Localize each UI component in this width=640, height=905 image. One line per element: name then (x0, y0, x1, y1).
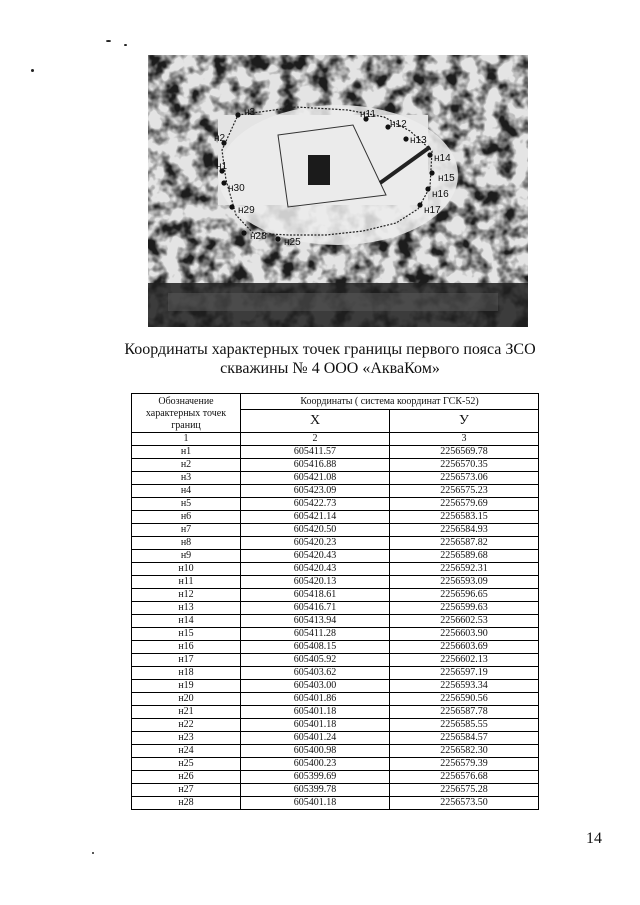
x-coordinate-cell: 605399.78 (241, 784, 390, 797)
point-name-cell: н18 (132, 667, 241, 680)
x-coordinate-cell: 605401.86 (241, 693, 390, 706)
point-name-cell: н7 (132, 524, 241, 537)
boundary-point-label: н11 (360, 109, 376, 120)
table-row (132, 758, 539, 771)
point-name-cell: н15 (132, 628, 241, 641)
boundary-point-label: н30 (228, 183, 245, 194)
point-name-cell: н6 (132, 511, 241, 524)
point-name-cell: н4 (132, 485, 241, 498)
y-coordinate-cell: 2256579.39 (390, 758, 539, 771)
boundary-point-marker (417, 202, 422, 207)
x-coordinate-cell: 605420.13 (241, 576, 390, 589)
boundary-point-label: н16 (432, 189, 449, 200)
boundary-point-label: н2 (214, 133, 226, 144)
x-coordinate-cell: 605401.24 (241, 732, 390, 745)
table-row (132, 732, 539, 745)
figure-caption (120, 340, 540, 378)
boundary-point-label: н15 (438, 173, 455, 184)
y-coordinate-cell: 2256584.57 (390, 732, 539, 745)
x-coordinate-cell: 605400.23 (241, 758, 390, 771)
table-row (132, 745, 539, 758)
y-coordinate-cell: 2256570.35 (390, 459, 539, 472)
y-coordinate-cell: 2256569.78 (390, 446, 539, 459)
table-row (132, 589, 539, 602)
point-name-cell: н3 (132, 472, 241, 485)
table-row (132, 446, 539, 459)
point-name-cell: н8 (132, 537, 241, 550)
x-coordinate-cell: 605400.98 (241, 745, 390, 758)
point-name-cell: н5 (132, 498, 241, 511)
coordinates-table-body (132, 446, 539, 810)
point-name-cell: н27 (132, 784, 241, 797)
point-name-cell: н20 (132, 693, 241, 706)
boundary-point-label: н17 (424, 205, 441, 216)
boundary-point-marker (221, 180, 226, 185)
boundary-point-label: н28 (250, 231, 267, 242)
table-row (132, 628, 539, 641)
boundary-point-label: н13 (410, 135, 427, 146)
x-coordinate-cell: 605401.18 (241, 719, 390, 732)
x-coordinate-cell: 605411.28 (241, 628, 390, 641)
boundary-point-marker (275, 236, 280, 241)
y-coordinate-cell: 2256573.06 (390, 472, 539, 485)
table-row (132, 797, 539, 810)
table-row (132, 667, 539, 680)
x-coordinate-cell: 605408.15 (241, 641, 390, 654)
point-name-cell: н19 (132, 680, 241, 693)
boundary-point-label: н12 (390, 119, 407, 130)
table-row (132, 459, 539, 472)
boundary-point-marker (229, 204, 234, 209)
y-coordinate-cell: 2256596.65 (390, 589, 539, 602)
x-coordinate-cell: 605422.73 (241, 498, 390, 511)
y-coordinate-cell: 2256590.56 (390, 693, 539, 706)
column-number: 3 (390, 433, 539, 446)
y-coordinate-cell: 2256582.30 (390, 745, 539, 758)
header-x: X (241, 410, 390, 433)
y-coordinate-cell: 2256585.55 (390, 719, 539, 732)
table-row (132, 693, 539, 706)
table-row (132, 641, 539, 654)
x-coordinate-cell: 605421.14 (241, 511, 390, 524)
point-name-cell: н24 (132, 745, 241, 758)
page-number: 14 (586, 830, 602, 847)
table-row (132, 550, 539, 563)
x-coordinate-cell: 605418.61 (241, 589, 390, 602)
table-row (132, 615, 539, 628)
y-coordinate-cell: 2256575.28 (390, 784, 539, 797)
point-name-cell: н26 (132, 771, 241, 784)
header-y: У (390, 410, 539, 433)
scan-speck (92, 852, 94, 854)
x-coordinate-cell: 605413.94 (241, 615, 390, 628)
x-coordinate-cell: 605423.09 (241, 485, 390, 498)
y-coordinate-cell: 2256593.09 (390, 576, 539, 589)
scan-speck (124, 44, 127, 46)
y-coordinate-cell: 2256589.68 (390, 550, 539, 563)
scan-speck (106, 40, 111, 42)
y-coordinate-cell: 2256599.63 (390, 602, 539, 615)
point-name-cell: н21 (132, 706, 241, 719)
point-name-cell: н16 (132, 641, 241, 654)
y-coordinate-cell: 2256592.31 (390, 563, 539, 576)
boundary-point-marker (241, 230, 246, 235)
boundary-point-label: н25 (284, 237, 301, 248)
point-name-cell: н22 (132, 719, 241, 732)
x-coordinate-cell: 605411.57 (241, 446, 390, 459)
x-coordinate-cell: 605401.18 (241, 797, 390, 810)
header-point-name: Обозначение характерных точек границ (132, 394, 241, 433)
point-name-cell: н2 (132, 459, 241, 472)
y-coordinate-cell: 2256575.23 (390, 485, 539, 498)
table-row (132, 602, 539, 615)
y-coordinate-cell: 2256587.82 (390, 537, 539, 550)
column-number: 2 (241, 433, 390, 446)
boundary-point-label: н14 (434, 153, 451, 164)
x-coordinate-cell: 605421.08 (241, 472, 390, 485)
x-coordinate-cell: 605405.92 (241, 654, 390, 667)
table-row (132, 563, 539, 576)
point-name-cell: н23 (132, 732, 241, 745)
point-name-cell: н25 (132, 758, 241, 771)
boundary-point-label: н3 (244, 107, 256, 118)
coordinates-table (131, 393, 539, 810)
boundary-point-marker (427, 152, 432, 157)
table-row (132, 784, 539, 797)
point-name-cell: н13 (132, 602, 241, 615)
x-coordinate-cell: 605420.23 (241, 537, 390, 550)
y-coordinate-cell: 2256573.50 (390, 797, 539, 810)
boundary-point-marker (403, 136, 408, 141)
x-coordinate-cell: 605420.50 (241, 524, 390, 537)
x-coordinate-cell: 605403.62 (241, 667, 390, 680)
point-name-cell: н28 (132, 797, 241, 810)
table-row (132, 680, 539, 693)
table-row (132, 485, 539, 498)
y-coordinate-cell: 2256603.69 (390, 641, 539, 654)
scan-speck (31, 69, 34, 72)
x-coordinate-cell: 605399.69 (241, 771, 390, 784)
table-row (132, 771, 539, 784)
boundary-point-marker (429, 170, 434, 175)
point-name-cell: н17 (132, 654, 241, 667)
y-coordinate-cell: 2256587.78 (390, 706, 539, 719)
point-name-cell: н10 (132, 563, 241, 576)
header-coordinates-group: Координаты ( система координат ГСК-52) (241, 394, 539, 410)
aerial-photo-svg (148, 55, 528, 327)
x-coordinate-cell: 605420.43 (241, 563, 390, 576)
table-row (132, 706, 539, 719)
y-coordinate-cell: 2256602.13 (390, 654, 539, 667)
x-coordinate-cell: 605401.18 (241, 706, 390, 719)
point-name-cell: н14 (132, 615, 241, 628)
y-coordinate-cell: 2256584.93 (390, 524, 539, 537)
x-coordinate-cell: 605420.43 (241, 550, 390, 563)
y-coordinate-cell: 2256583.15 (390, 511, 539, 524)
table-row (132, 719, 539, 732)
column-number: 1 (132, 433, 241, 446)
point-name-cell: н9 (132, 550, 241, 563)
x-coordinate-cell: 605403.00 (241, 680, 390, 693)
y-coordinate-cell: 2256593.34 (390, 680, 539, 693)
y-coordinate-cell: 2256602.53 (390, 615, 539, 628)
caption-line-2: скважины № 4 ООО «АкваКом» (220, 360, 440, 377)
aerial-photo-figure (148, 55, 528, 327)
y-coordinate-cell: 2256576.68 (390, 771, 539, 784)
caption-line-1: Координаты характерных точек границы первого пояса ЗСО (124, 341, 536, 358)
point-name-cell: н11 (132, 576, 241, 589)
y-coordinate-cell: 2256603.90 (390, 628, 539, 641)
boundary-point-label: н1 (216, 161, 228, 172)
table-row (132, 654, 539, 667)
x-coordinate-cell: 605416.71 (241, 602, 390, 615)
boundary-point-marker (235, 112, 240, 117)
y-coordinate-cell: 2256579.69 (390, 498, 539, 511)
table-row (132, 498, 539, 511)
boundary-point-marker (425, 186, 430, 191)
table-row (132, 524, 539, 537)
table-row (132, 511, 539, 524)
boundary-point-label: н29 (238, 205, 255, 216)
x-coordinate-cell: 605416.88 (241, 459, 390, 472)
point-name-cell: н12 (132, 589, 241, 602)
table-row (132, 537, 539, 550)
table-row (132, 576, 539, 589)
table-row (132, 472, 539, 485)
y-coordinate-cell: 2256597.19 (390, 667, 539, 680)
point-name-cell: н1 (132, 446, 241, 459)
